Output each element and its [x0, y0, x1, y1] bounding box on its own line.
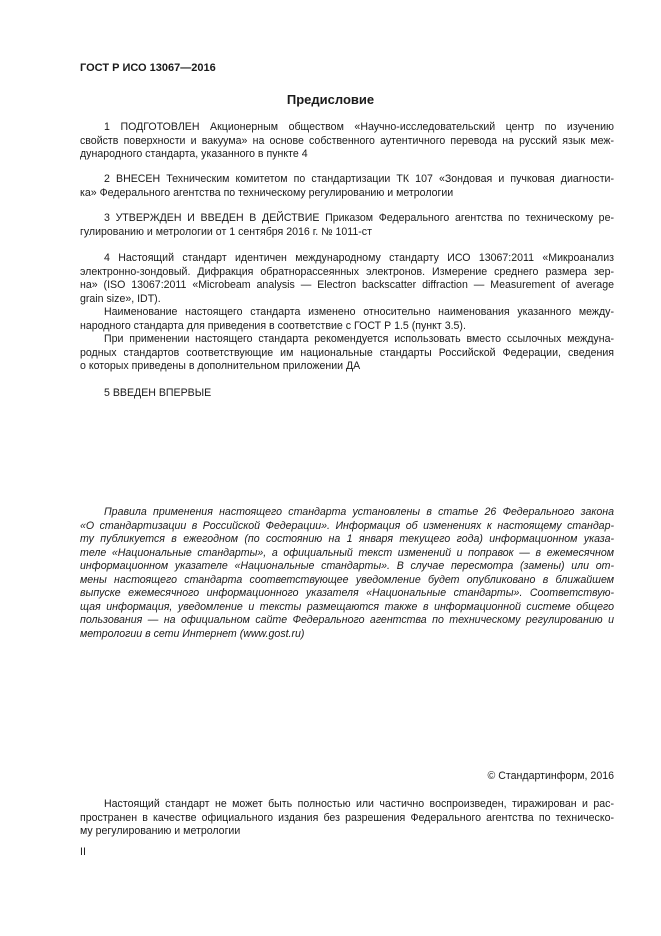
text-line: grain size», IDT).: [80, 292, 161, 305]
text-line: Правила применения настоящего стандарта установлены в статье 26 Федерального закона: [104, 506, 614, 518]
text-line: информационном указателе «Национальные стандарты». В случае пересмотра (замены) или от-: [80, 560, 614, 572]
reproduction-notice: [80, 798, 614, 839]
text-line: гулированию и метрологии от 1 сентября 2016 г. № 1011-ст: [80, 225, 372, 238]
copyright-notice: © Стандартинформ, 2016: [487, 770, 614, 782]
text-line: щая информация, уведомление и тексты размещаются также в информационной системе общего: [80, 600, 614, 613]
text-line: мены настоящего стандарта соответствующее уведомление будет опубликовано в ближайшем: [80, 573, 614, 586]
text-line: дународного стандарта, указанного в пункте 4: [80, 148, 308, 160]
page-title: Предисловие: [286, 92, 375, 107]
text-line: свойств поверхности и вакуума» на основе собственного аутентичного перевода на русский язык меж-: [80, 134, 614, 147]
text-line: о которых приведены в дополнительном приложении ДА: [80, 360, 361, 372]
text-line: родных стандартов соответствующие им национальные стандарты Российской Федерации, сведения: [80, 346, 614, 359]
text-line: пользования — на официальном сайте Федерального агентства по техническому регулированию и: [80, 614, 614, 626]
text-line: 5 ВВЕДЕН ВПЕРВЫЕ: [104, 387, 212, 399]
page-number: II: [80, 846, 86, 858]
text-line: 3 УТВЕРЖДЕН И ВВЕДЕН В ДЕЙСТВИЕ Приказом Федерального агентства по техническому ре-: [104, 212, 614, 224]
foreword-item-5: [80, 387, 614, 401]
text-line: «О стандартизации в Российской Федерации». Информация об изменениях к настоящему стандар-: [80, 519, 614, 532]
text-line: теле «Национальные стандарты», а официальный текст изменений и поправок — в ежемесячном: [80, 546, 614, 559]
foreword-item-1: [80, 121, 614, 162]
text-line: 4 Настоящий стандарт идентичен международному стандарту ИСО 13067:2011 «Микроанализ: [104, 252, 614, 264]
text-line: метрологии в сети Интернет (www.gost.ru): [80, 627, 305, 640]
foreword-item-3: [80, 212, 614, 239]
text-line: 1 ПОДГОТОВЛЕН Акционерным обществом «Научно-исследовательский центр по изучению: [104, 121, 614, 133]
text-line: электронно-зондовый. Дифракция обратнорассеянных электронов. Измерение среднего размера зер-: [80, 265, 614, 278]
standard-code-header: ГОСТ Р ИСО 13067—2016: [80, 62, 216, 74]
rules-notice: [80, 506, 614, 641]
text-line: Наименование настоящего стандарта изменено относительно наименования указанного между-: [104, 306, 614, 318]
foreword-item-2: [80, 173, 614, 200]
text-line: му регулированию и метрологии: [80, 825, 241, 837]
text-line: на» (ISO 13067:2011 «Microbeam analysis — Electron backscatter diffraction — Measurement of average: [80, 279, 614, 291]
text-line: пространен в качестве официального издания без разрешения Федерального агентства по техническо-: [80, 811, 614, 824]
text-line: 2 ВНЕСЕН Техническим комитетом по стандартизации ТК 107 «Зондовая и пучковая диагности-: [104, 173, 614, 185]
text-line: ка» Федерального агентства по техническому регулированию и метрологии: [80, 186, 454, 199]
text-line: народного стандарта для приведения в соответствие с ГОСТ Р 1.5 (пункт 3.5).: [80, 319, 466, 332]
text-line: выпуске ежемесячного информационного указателя «Национальные стандарты». Соответствую-: [80, 587, 614, 599]
text-line: ту публикуется в ежегодном (по состоянию на 1 января текущего года) информационном указа-: [80, 533, 614, 545]
text-line: Настоящий стандарт не может быть полностью или частично воспроизведен, тиражирован и рас-: [104, 798, 614, 810]
text-line: При применении настоящего стандарта рекомендуется использовать вместо ссылочных междуна-: [104, 333, 614, 345]
foreword-item-4: [80, 252, 614, 374]
